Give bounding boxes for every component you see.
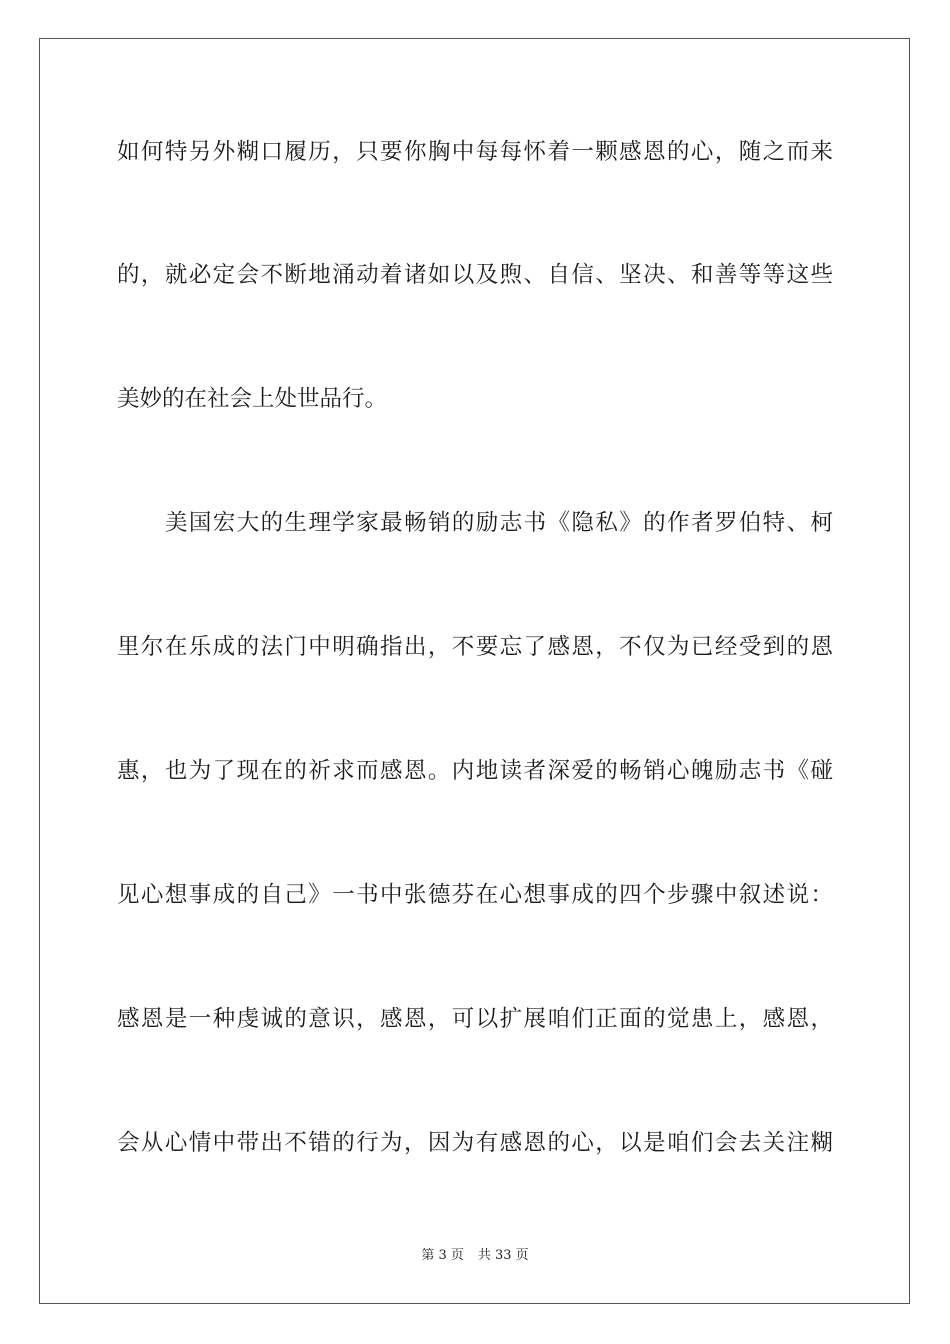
page-footer [0,1246,950,1266]
text-line: 会从心情中带出不错的行为，因为有感恩的心，以是咱们会去关注糊 [117,1130,833,1156]
text-line: 见心想事成的自己》一书中张德芬在心想事成的四个步骤中叙述说： [117,882,833,908]
page-number: 第 3 页 [421,1248,464,1263]
text-line: 美国宏大的生理学家最畅销的励志书《隐私》的作者罗伯特、柯 [165,510,833,536]
text-line: 美妙的在社会上处世品行。 [117,386,388,412]
text-line: 里尔在乐成的法门中明确指出，不要忘了感恩，不仅为已经受到的恩 [117,634,833,660]
text-line: 的，就必定会不断地涌动着诸如以及煦、自信、坚决、和善等等这些 [117,262,833,288]
page-total: 共 33 页 [477,1248,529,1263]
text-line: 惠，也为了现在的祈求而感恩。内地读者深爱的畅销心魄励志书《碰 [117,758,833,784]
text-line: 如何特另外糊口履历，只要你胸中每每怀着一颗感恩的心，随之而来 [117,139,833,165]
text-line: 感恩是一种虔诚的意识，感恩，可以扩展咱们正面的觉患上，感恩， [117,1006,833,1032]
page-border [39,38,910,1304]
